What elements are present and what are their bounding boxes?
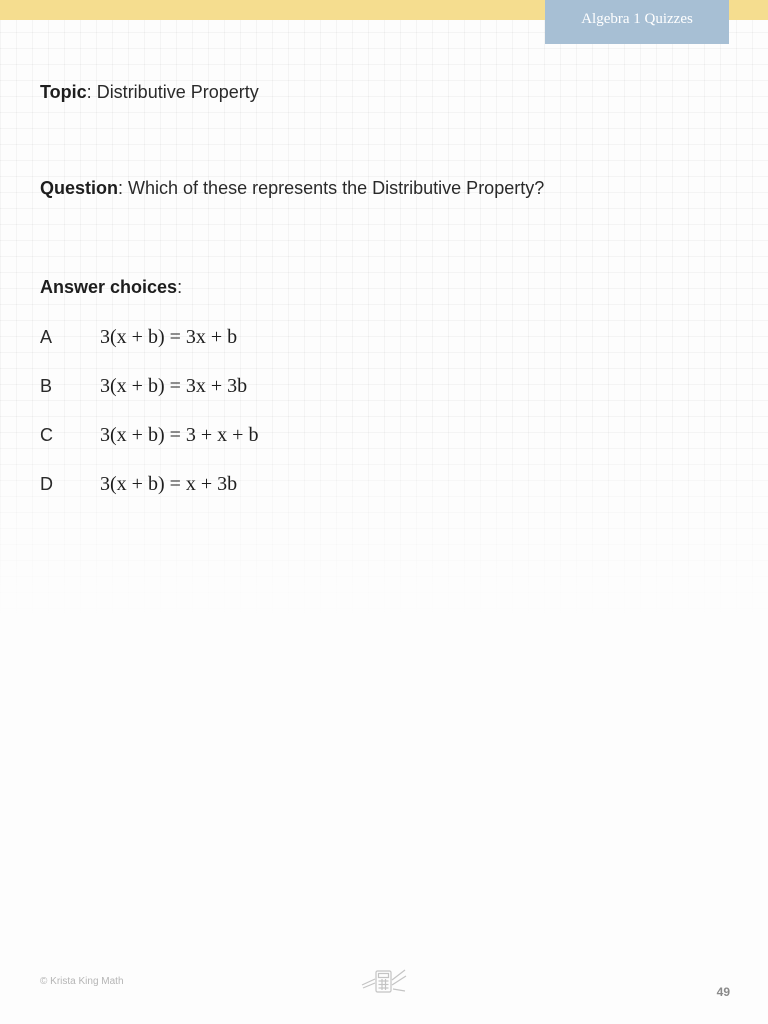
- footer-copyright: © Krista King Math: [40, 976, 124, 987]
- choice-letter: B: [40, 376, 53, 396]
- answer-choices-separator: :: [177, 277, 183, 297]
- answer-choices-heading: [40, 277, 182, 298]
- choice-expression: 3(x + b) = 3x + b: [100, 326, 238, 348]
- choice-letter: C: [40, 425, 53, 445]
- answer-choice-b[interactable]: [40, 376, 440, 400]
- question-separator: :: [118, 178, 124, 198]
- header-tab: Algebra 1 Quizzes: [545, 0, 729, 44]
- choice-expression: 3(x + b) = 3x + 3b: [100, 375, 248, 397]
- question-label: Question: [40, 178, 119, 198]
- calculator-pencil-logo-icon: [360, 966, 408, 996]
- topic-value: Distributive Property: [91, 82, 259, 102]
- choice-letter: D: [40, 474, 53, 494]
- answer-choice-c[interactable]: [40, 425, 440, 449]
- question-line: [40, 178, 544, 199]
- choice-expression: 3(x + b) = 3 + x + b: [100, 424, 259, 446]
- topic-separator: :: [86, 82, 92, 102]
- answer-choice-d[interactable]: [40, 474, 440, 498]
- topic-line: [40, 82, 259, 103]
- answer-choices-label: Answer choices: [40, 277, 178, 297]
- answer-choice-a[interactable]: [40, 327, 440, 351]
- question-text: Which of these represents the Distributive Property?: [123, 178, 545, 198]
- topic-label: Topic: [40, 82, 87, 102]
- choice-expression: 3(x + b) = x + 3b: [100, 473, 238, 495]
- page-number: 49: [716, 985, 730, 999]
- choice-letter: A: [40, 327, 53, 347]
